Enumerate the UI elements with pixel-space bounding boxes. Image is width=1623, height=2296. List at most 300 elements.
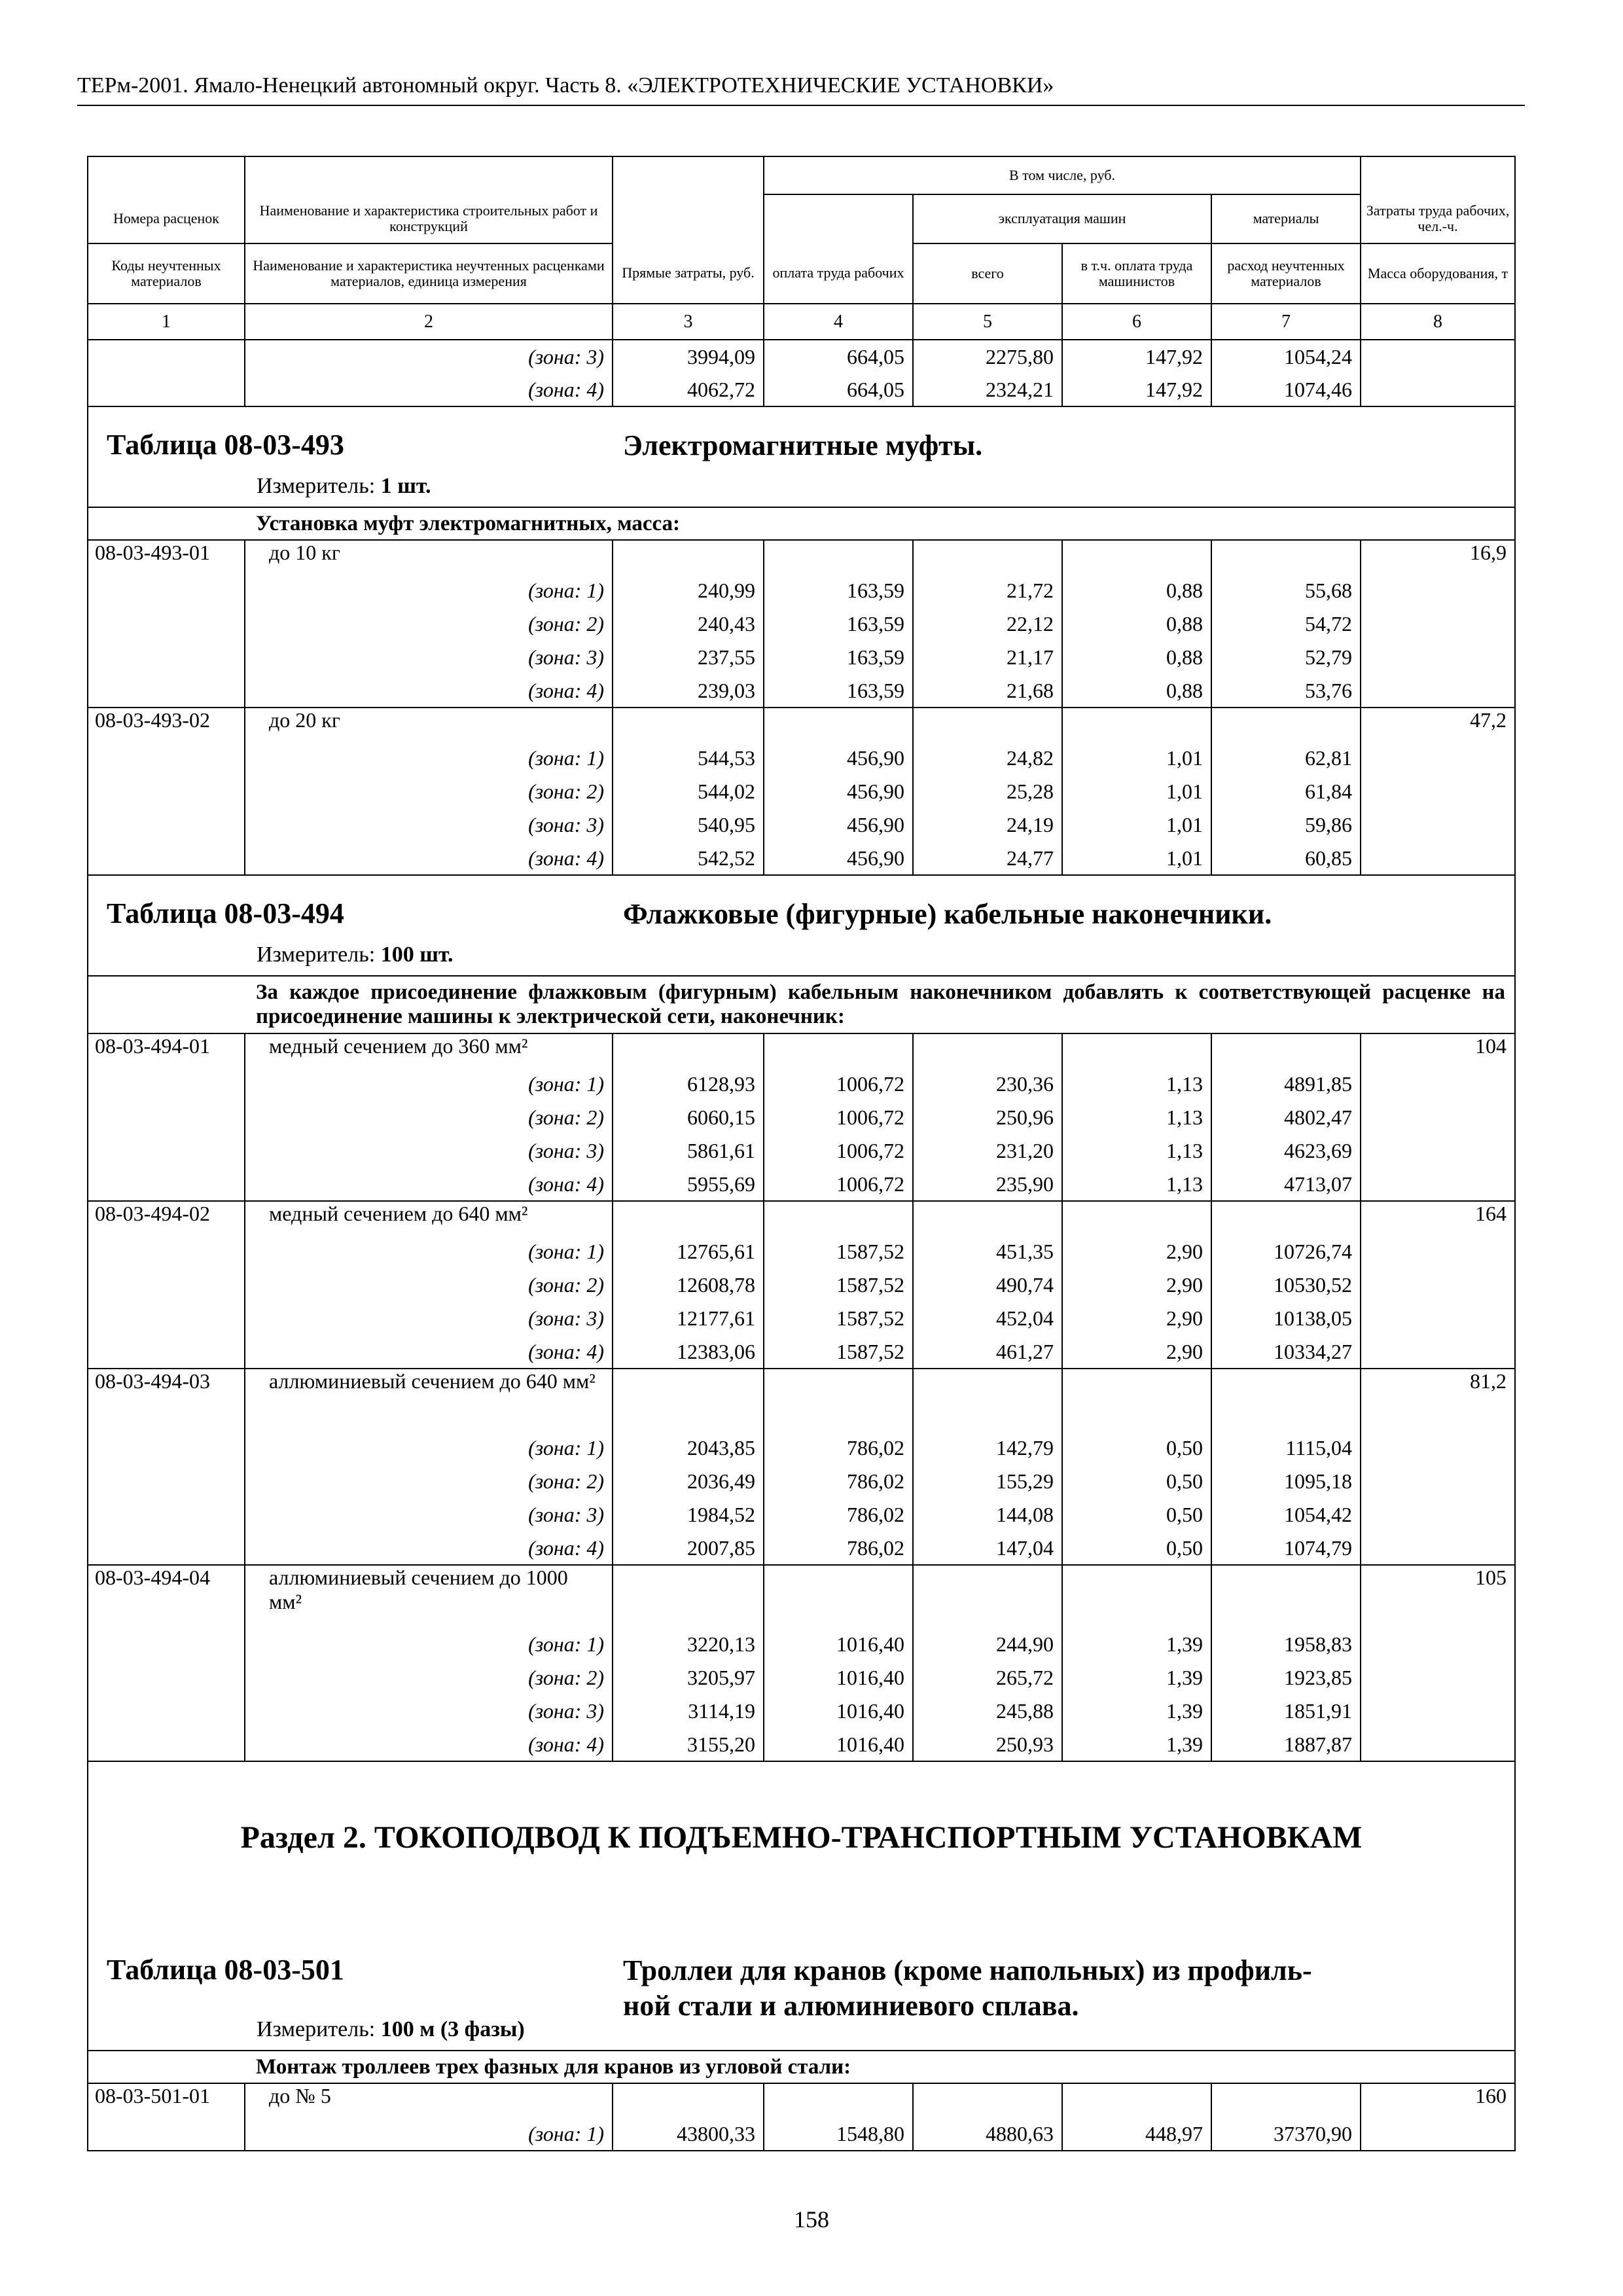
head-col3-mid — [613, 194, 764, 243]
table-title-line: Флажковые (фигурные) кабельные наконечники. — [623, 898, 1272, 930]
code-cell — [88, 1134, 245, 1168]
operators-pay-value: 448,97 — [1062, 2117, 1211, 2151]
head-machines: эксплуатация машин — [913, 194, 1211, 243]
labor-pay-value: 786,02 — [764, 1431, 913, 1465]
operators-pay-value: 0,50 — [1062, 1532, 1211, 1565]
rate-code: 08-03-494-04 — [88, 1565, 245, 1628]
empty-cell — [1062, 1369, 1211, 1431]
measure-unit — [257, 942, 454, 967]
materials-value: 4802,47 — [1211, 1101, 1361, 1134]
empty-cell — [764, 1565, 913, 1628]
head-col3-top — [613, 156, 764, 194]
labor-pay-value: 163,59 — [764, 574, 913, 607]
empty-cell — [764, 540, 913, 574]
head-group: В том числе, руб. — [764, 156, 1361, 194]
code-cell — [88, 1498, 245, 1532]
mass-cell — [1361, 1532, 1515, 1565]
zone-label: (зона: 3) — [245, 1695, 613, 1728]
head-col2-top — [245, 156, 613, 194]
code-cell — [88, 641, 245, 674]
direct-cost-value: 3114,19 — [613, 1695, 764, 1728]
code-cell — [88, 2117, 245, 2151]
head-machines-total: всего — [913, 243, 1062, 304]
direct-cost-value: 5955,69 — [613, 1168, 764, 1201]
zone-label: (зона: 1) — [245, 1628, 613, 1661]
materials-value: 1074,79 — [1211, 1532, 1361, 1565]
head-labor-pay: оплата труда рабочих — [764, 243, 913, 304]
operators-pay-value: 2,90 — [1062, 1235, 1211, 1268]
column-number: 5 — [913, 304, 1062, 340]
materials-value: 1851,91 — [1211, 1695, 1361, 1728]
direct-cost-value: 4062,72 — [613, 373, 764, 406]
labor-pay-value: 163,59 — [764, 607, 913, 641]
mass-cell — [1361, 574, 1515, 607]
machines-total-value: 250,93 — [913, 1728, 1062, 1761]
rate-name: медный сечением до 640 мм² — [245, 1201, 613, 1235]
empty-cell — [613, 1201, 764, 1235]
mass-cell — [1361, 1235, 1515, 1268]
head-col1-top — [88, 156, 245, 194]
operators-pay-value: 0,50 — [1062, 1498, 1211, 1532]
materials-value: 1958,83 — [1211, 1628, 1361, 1661]
operators-pay-value: 1,01 — [1062, 742, 1211, 775]
column-number: 1 — [88, 304, 245, 340]
zone-label: (зона: 3) — [245, 340, 613, 373]
direct-cost-value: 540,95 — [613, 808, 764, 842]
zone-label: (зона: 1) — [245, 742, 613, 775]
zone-label: (зона: 3) — [245, 1302, 613, 1335]
rate-code: 08-03-494-01 — [88, 1033, 245, 1067]
code-cell — [88, 607, 245, 641]
machines-total-value: 21,17 — [913, 641, 1062, 674]
code-cell — [88, 1335, 245, 1369]
subheader: Монтаж троллеев трех фазных для кранов из угловой стали: — [88, 2051, 1515, 2083]
empty-cell — [1211, 1565, 1361, 1628]
code-cell — [88, 1728, 245, 1761]
table-title — [623, 1953, 1312, 2023]
head-direct-costs: Прямые затраты, руб. — [613, 243, 764, 304]
direct-cost-value: 239,03 — [613, 674, 764, 708]
measure-unit — [257, 2017, 525, 2042]
section-title: Раздел 2. ТОКОПОДВОД К ПОДЪЕМНО-ТРАНСПОРТНЫМ УСТАНОВКАМ — [240, 1820, 1363, 1855]
mass-cell — [1361, 1465, 1515, 1498]
machines-total-value: 21,68 — [913, 674, 1062, 708]
machines-total-value: 490,74 — [913, 1268, 1062, 1302]
code-cell — [88, 1661, 245, 1695]
direct-cost-value: 3155,20 — [613, 1728, 764, 1761]
materials-value: 37370,90 — [1211, 2117, 1361, 2151]
operators-pay-value: 1,13 — [1062, 1101, 1211, 1134]
labor-pay-value: 456,90 — [764, 742, 913, 775]
equipment-mass-value: 160 — [1361, 2083, 1515, 2117]
direct-cost-value: 3205,97 — [613, 1661, 764, 1695]
code-cell — [88, 1431, 245, 1465]
column-number: 6 — [1062, 304, 1211, 340]
machines-total-value: 2275,80 — [913, 340, 1062, 373]
zone-label: (зона: 4) — [245, 1728, 613, 1761]
zone-label: (зона: 4) — [245, 1168, 613, 1201]
labor-pay-value: 1006,72 — [764, 1134, 913, 1168]
empty-cell — [1211, 1033, 1361, 1067]
operators-pay-value: 0,50 — [1062, 1465, 1211, 1498]
machines-total-value: 24,82 — [913, 742, 1062, 775]
direct-cost-value: 3220,13 — [613, 1628, 764, 1661]
column-number: 7 — [1211, 304, 1361, 340]
zone-label: (зона: 2) — [245, 607, 613, 641]
rate-code: 08-03-494-02 — [88, 1201, 245, 1235]
mass-cell — [1361, 1268, 1515, 1302]
operators-pay-value: 2,90 — [1062, 1302, 1211, 1335]
materials-value: 61,84 — [1211, 775, 1361, 808]
direct-cost-value: 544,02 — [613, 775, 764, 808]
machines-total-value: 245,88 — [913, 1695, 1062, 1728]
zone-label: (зона: 4) — [245, 1532, 613, 1565]
empty-cell — [764, 708, 913, 742]
empty-cell — [1062, 2083, 1211, 2117]
materials-value: 59,86 — [1211, 808, 1361, 842]
zone-label: (зона: 3) — [245, 641, 613, 674]
materials-value: 1095,18 — [1211, 1465, 1361, 1498]
direct-cost-value: 2036,49 — [613, 1465, 764, 1498]
empty-cell — [1211, 1369, 1361, 1431]
labor-pay-value: 664,05 — [764, 340, 913, 373]
machines-total-value: 265,72 — [913, 1661, 1062, 1695]
operators-pay-value: 1,39 — [1062, 1695, 1211, 1728]
mass-cell — [1361, 641, 1515, 674]
mass-cell — [1361, 340, 1515, 373]
empty-cell — [913, 2083, 1062, 2117]
operators-pay-value: 0,88 — [1062, 641, 1211, 674]
empty-cell — [764, 1201, 913, 1235]
table-title — [623, 428, 982, 463]
zone-label: (зона: 4) — [245, 842, 613, 875]
zone-label: (зона: 3) — [245, 808, 613, 842]
operators-pay-value: 1,01 — [1062, 808, 1211, 842]
head-material-names: Наименование и характеристика неучтенных расценками материалов, единица измерения — [245, 243, 613, 304]
equipment-mass-value: 164 — [1361, 1201, 1515, 1235]
mass-cell — [1361, 1335, 1515, 1369]
labor-pay-value: 1016,40 — [764, 1695, 913, 1728]
equipment-mass-value: 104 — [1361, 1033, 1515, 1067]
operators-pay-value: 1,13 — [1062, 1134, 1211, 1168]
rate-name: до 20 кг — [245, 708, 613, 742]
operators-pay-value: 1,01 — [1062, 842, 1211, 875]
code-cell — [88, 1235, 245, 1268]
empty-cell — [613, 2083, 764, 2117]
empty-cell — [1062, 1565, 1211, 1628]
column-number: 4 — [764, 304, 913, 340]
materials-value: 53,76 — [1211, 674, 1361, 708]
materials-value: 4623,69 — [1211, 1134, 1361, 1168]
code-cell — [88, 842, 245, 875]
mass-cell — [1361, 842, 1515, 875]
operators-pay-value: 147,92 — [1062, 340, 1211, 373]
zone-label: (зона: 1) — [245, 1067, 613, 1101]
machines-total-value: 155,29 — [913, 1465, 1062, 1498]
operators-pay-value: 1,13 — [1062, 1168, 1211, 1201]
code-cell — [88, 808, 245, 842]
table-title-line: Троллеи для кранов (кроме напольных) из профиль- — [623, 1954, 1312, 1986]
operators-pay-value: 1,01 — [1062, 775, 1211, 808]
column-number: 8 — [1361, 304, 1515, 340]
direct-cost-value: 544,53 — [613, 742, 764, 775]
materials-value: 10726,74 — [1211, 1235, 1361, 1268]
materials-value: 1887,87 — [1211, 1728, 1361, 1761]
subheader: Установка муфт электромагнитных, масса: — [88, 507, 1515, 540]
zone-label: (зона: 1) — [245, 2117, 613, 2151]
operators-pay-value: 1,13 — [1062, 1067, 1211, 1101]
direct-cost-value: 542,52 — [613, 842, 764, 875]
code-cell — [88, 1628, 245, 1661]
rate-name: до 10 кг — [245, 540, 613, 574]
rate-code: 08-03-501-01 — [88, 2083, 245, 2117]
operators-pay-value: 0,88 — [1062, 607, 1211, 641]
machines-total-value: 24,19 — [913, 808, 1062, 842]
mass-cell — [1361, 1134, 1515, 1168]
mass-cell — [1361, 1498, 1515, 1532]
labor-pay-value: 1006,72 — [764, 1168, 913, 1201]
operators-pay-value: 0,88 — [1062, 674, 1211, 708]
materials-value: 1054,42 — [1211, 1498, 1361, 1532]
code-cell — [88, 1532, 245, 1565]
table-id: Таблица 08-03-501 — [107, 1954, 344, 1986]
table-title-line: ной стали и алюминиевого сплава. — [623, 1989, 1079, 2022]
rate-name: до № 5 — [245, 2083, 613, 2117]
materials-value: 10138,05 — [1211, 1302, 1361, 1335]
materials-value: 10334,27 — [1211, 1335, 1361, 1369]
code-cell — [88, 1067, 245, 1101]
machines-total-value: 231,20 — [913, 1134, 1062, 1168]
direct-cost-value: 12177,61 — [613, 1302, 764, 1335]
mass-cell — [1361, 2117, 1515, 2151]
zone-label: (зона: 1) — [245, 1431, 613, 1465]
direct-cost-value: 237,55 — [613, 641, 764, 674]
code-cell — [88, 1101, 245, 1134]
mass-cell — [1361, 1431, 1515, 1465]
empty-cell — [1062, 1033, 1211, 1067]
empty-cell — [764, 1369, 913, 1431]
direct-cost-value: 3994,09 — [613, 340, 764, 373]
materials-value: 1923,85 — [1211, 1661, 1361, 1695]
materials-value: 1074,46 — [1211, 373, 1361, 406]
empty-cell — [1211, 540, 1361, 574]
code-cell — [88, 775, 245, 808]
equipment-mass-value: 81,2 — [1361, 1369, 1515, 1431]
zone-label: (зона: 2) — [245, 1465, 613, 1498]
labor-pay-value: 456,90 — [764, 808, 913, 842]
head-col8-top — [1361, 156, 1515, 194]
materials-value: 4891,85 — [1211, 1067, 1361, 1101]
materials-value: 52,79 — [1211, 641, 1361, 674]
machines-total-value: 147,04 — [913, 1532, 1062, 1565]
empty-cell — [1062, 540, 1211, 574]
empty-cell — [1062, 1201, 1211, 1235]
rates-table — [87, 156, 1516, 2151]
direct-cost-value: 12765,61 — [613, 1235, 764, 1268]
machines-total-value: 461,27 — [913, 1335, 1062, 1369]
zone-label: (зона: 4) — [245, 1335, 613, 1369]
materials-value: 10530,52 — [1211, 1268, 1361, 1302]
empty-cell — [613, 540, 764, 574]
labor-pay-value: 1006,72 — [764, 1067, 913, 1101]
header-rule — [77, 105, 1525, 106]
head-materials: материалы — [1211, 194, 1361, 243]
zone-label: (зона: 4) — [245, 373, 613, 406]
code-cell — [88, 742, 245, 775]
head-col4-mid — [764, 194, 913, 243]
empty-cell — [913, 540, 1062, 574]
mass-cell — [1361, 1067, 1515, 1101]
labor-pay-value: 1016,40 — [764, 1628, 913, 1661]
labor-pay-value: 664,05 — [764, 373, 913, 406]
measure-unit — [257, 474, 431, 499]
code-cell — [88, 1268, 245, 1302]
empty-cell — [613, 1565, 764, 1628]
empty-cell — [613, 708, 764, 742]
mass-cell — [1361, 674, 1515, 708]
head-equipment-mass: Масса оборудования, т — [1361, 243, 1515, 304]
materials-value: 54,72 — [1211, 607, 1361, 641]
mass-cell — [1361, 808, 1515, 842]
machines-total-value: 244,90 — [913, 1628, 1062, 1661]
head-machines-operators: в т.ч. оплата труда машинистов — [1062, 243, 1211, 304]
mass-cell — [1361, 1302, 1515, 1335]
operators-pay-value: 1,39 — [1062, 1628, 1211, 1661]
labor-pay-value: 1006,72 — [764, 1101, 913, 1134]
materials-value: 1115,04 — [1211, 1431, 1361, 1465]
code-cell — [88, 373, 245, 406]
direct-cost-value: 6060,15 — [613, 1101, 764, 1134]
labor-pay-value: 1587,52 — [764, 1335, 913, 1369]
mass-cell — [1361, 1728, 1515, 1761]
empty-cell — [613, 1369, 764, 1431]
page-header: ТЕРм-2001. Ямало-Ненецкий автономный округ. Часть 8. «ЭЛЕКТРОТЕХНИЧЕСКИЕ УСТАНОВКИ» — [77, 73, 1054, 98]
column-number: 3 — [613, 304, 764, 340]
machines-total-value: 21,72 — [913, 574, 1062, 607]
code-cell — [88, 340, 245, 373]
direct-cost-value: 12383,06 — [613, 1335, 764, 1369]
operators-pay-value: 1,39 — [1062, 1661, 1211, 1695]
machines-total-value: 230,36 — [913, 1067, 1062, 1101]
labor-pay-value: 456,90 — [764, 842, 913, 875]
operators-pay-value: 2,90 — [1062, 1335, 1211, 1369]
direct-cost-value: 6128,93 — [613, 1067, 764, 1101]
equipment-mass-value: 47,2 — [1361, 708, 1515, 742]
code-cell — [88, 1168, 245, 1201]
head-materials-usage: расход неучтенных материалов — [1211, 243, 1361, 304]
direct-cost-value: 1984,52 — [613, 1498, 764, 1532]
empty-cell — [1062, 708, 1211, 742]
labor-pay-value: 163,59 — [764, 674, 913, 708]
head-rate-numbers: Номера расценок — [88, 194, 245, 243]
measure-value: 100 м (3 фазы) — [380, 2017, 525, 2041]
code-cell — [88, 1695, 245, 1728]
direct-cost-value: 2043,85 — [613, 1431, 764, 1465]
mass-cell — [1361, 1168, 1515, 1201]
mass-cell — [1361, 373, 1515, 406]
empty-cell — [913, 1033, 1062, 1067]
labor-pay-value: 786,02 — [764, 1465, 913, 1498]
zone-label: (зона: 1) — [245, 574, 613, 607]
mass-cell — [1361, 607, 1515, 641]
mass-cell — [1361, 1661, 1515, 1695]
materials-value: 4713,07 — [1211, 1168, 1361, 1201]
labor-pay-value: 1016,40 — [764, 1728, 913, 1761]
measure-value: 100 шт. — [380, 942, 454, 967]
head-material-codes: Коды неучтенных материалов — [88, 243, 245, 304]
zone-label: (зона: 3) — [245, 1134, 613, 1168]
empty-cell — [913, 1565, 1062, 1628]
labor-pay-value: 1587,52 — [764, 1268, 913, 1302]
measure-value: 1 шт. — [380, 474, 431, 498]
column-number: 2 — [245, 304, 613, 340]
machines-total-value: 142,79 — [913, 1431, 1062, 1465]
rate-code: 08-03-493-02 — [88, 708, 245, 742]
code-cell — [88, 574, 245, 607]
operators-pay-value: 147,92 — [1062, 373, 1211, 406]
table-title-line: Электромагнитные муфты. — [623, 429, 983, 461]
zone-label: (зона: 1) — [245, 1235, 613, 1268]
page-number: 158 — [794, 2206, 829, 2233]
rate-name: медный сечением до 360 мм² — [245, 1033, 613, 1067]
direct-cost-value: 12608,78 — [613, 1268, 764, 1302]
direct-cost-value: 2007,85 — [613, 1532, 764, 1565]
rate-code: 08-03-494-03 — [88, 1369, 245, 1431]
labor-pay-value: 1587,52 — [764, 1302, 913, 1335]
operators-pay-value: 0,88 — [1062, 574, 1211, 607]
code-cell — [88, 1465, 245, 1498]
measure-label: Измеритель: — [257, 942, 376, 967]
operators-pay-value: 2,90 — [1062, 1268, 1211, 1302]
table-title-block — [88, 875, 1515, 976]
machines-total-value: 250,96 — [913, 1101, 1062, 1134]
head-labor-cost: Затраты труда рабочих, чел.-ч. — [1361, 194, 1515, 243]
zone-label: (зона: 2) — [245, 1268, 613, 1302]
mass-cell — [1361, 775, 1515, 808]
machines-total-value: 25,28 — [913, 775, 1062, 808]
operators-pay-value: 0,50 — [1062, 1431, 1211, 1465]
code-cell — [88, 1302, 245, 1335]
empty-cell — [913, 1201, 1062, 1235]
direct-cost-value: 240,99 — [613, 574, 764, 607]
rate-name: аллюминиевый сечением до 640 мм² — [245, 1369, 613, 1431]
materials-value: 62,81 — [1211, 742, 1361, 775]
table-title-block — [88, 1761, 1515, 2051]
table-id: Таблица 08-03-494 — [107, 897, 344, 929]
direct-cost-value: 43800,33 — [613, 2117, 764, 2151]
measure-label: Измеритель: — [257, 474, 376, 498]
labor-pay-value: 1548,80 — [764, 2117, 913, 2151]
materials-value: 55,68 — [1211, 574, 1361, 607]
machines-total-value: 2324,21 — [913, 373, 1062, 406]
empty-cell — [913, 1369, 1062, 1431]
machines-total-value: 144,08 — [913, 1498, 1062, 1532]
zone-label: (зона: 3) — [245, 1498, 613, 1532]
empty-cell — [764, 2083, 913, 2117]
labor-pay-value: 786,02 — [764, 1498, 913, 1532]
mass-cell — [1361, 742, 1515, 775]
mass-cell — [1361, 1101, 1515, 1134]
code-cell — [88, 674, 245, 708]
materials-value: 60,85 — [1211, 842, 1361, 875]
zone-label: (зона: 2) — [245, 1661, 613, 1695]
measure-label: Измеритель: — [257, 2017, 376, 2041]
equipment-mass-value: 16,9 — [1361, 540, 1515, 574]
machines-total-value: 24,77 — [913, 842, 1062, 875]
empty-cell — [613, 1033, 764, 1067]
table-title — [623, 897, 1272, 932]
machines-total-value: 4880,63 — [913, 2117, 1062, 2151]
